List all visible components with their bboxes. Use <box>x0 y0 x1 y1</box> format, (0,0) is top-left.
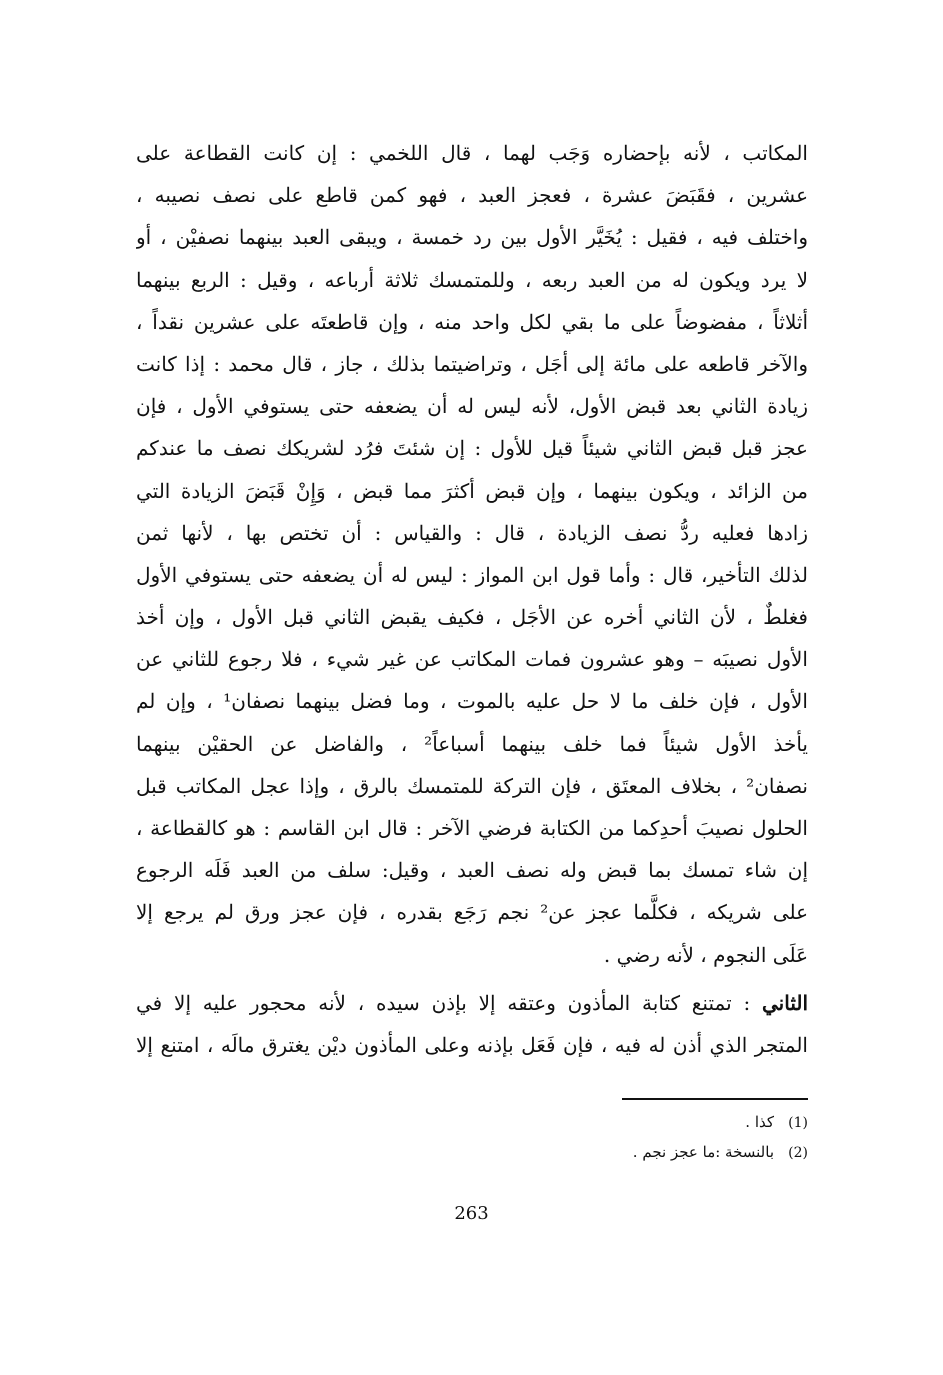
text-line-1: المكاتب ، لأنه بإحضاره وَجَب لهما ، قال اللخمي : إن كانت القطاعة على <box>136 141 808 165</box>
footnote-1 <box>400 1107 808 1137</box>
footnote-number: (1) <box>788 1115 808 1131</box>
text-line-4: لا يرد ويكون له من العبد ربعه ، وللمتمسك ثلاثة أرباعه ، وقيل : الربع بينهما <box>136 267 808 292</box>
text-line-9: من الزائد ، ويكون بينهما ، وإن قبض أكثرَ مما قبض ، وَإِنْ قَبَضَ الزيادة التي <box>136 478 808 503</box>
text-line-7: زيادة الثاني بعد قبض الأول، لأنه ليس له أن يضعفه حتى يستوفي الأول ، فإن <box>136 394 808 419</box>
text-line-2: عشرين ، فقَبَضَ عشرة ، فعجز العبد ، فهو كمن قاطع على نصف نصيبه ، <box>136 183 808 208</box>
footnote-text: بالنسخة :ما عجز نجم . <box>632 1143 774 1161</box>
paragraph-2-line-1 <box>136 982 808 1024</box>
text-line-6: والآخر قاطعه على مائة إلى أجَل ، وتراضيتما بذلك ، جاز ، قال محمد : إذا كانت <box>136 351 808 376</box>
text-line-17: الحلول نصيبَ أحدِكما من الكتابة فرضي الآخر : قال ابن القاسم : هو كالقطاعة ، <box>136 816 808 840</box>
footnote-2 <box>400 1137 808 1167</box>
footnote-number: (2) <box>788 1145 808 1161</box>
page-number: 263 <box>454 1203 489 1224</box>
paragraph-2-line-1-text: : تمتنع كتابة المأذون وعتقه إلا بإذن سيده ، لأنه محجور عليه إلا في <box>136 990 762 1015</box>
text-line-16: نصفان² ، بخلاف المعتَق ، فإن التركة للمتمسك بالرق ، وإذا عجل المكاتب قبل <box>136 773 808 798</box>
text-line-10: زادها فعليه ردُّ نصف الزيادة ، قال : والقياس : أن تختص بها ، لأنها ثمن <box>136 520 808 545</box>
text-line-15: يأخذ الأول شيئاً فما خلف بينهما أسباعاً² ، والفاضل عن الحقيْن بينهما <box>136 731 808 756</box>
footnotes <box>400 1107 808 1167</box>
paragraph-2-lead: الثاني <box>761 990 808 1015</box>
text-line-12: فغلطٌ ، لأن الثاني أخره عن الأجَل ، فكيف يقبض الثاني قبل الأول ، وإن أخذ <box>136 605 808 630</box>
text-line-18: إن شاء تمسك بما قبض وله نصف العبد ، وقيل: سلف من العبد فَلَه الرجوع <box>136 858 808 883</box>
text-line-13: الأول نصيبَه – وهو عشرون فمات المكاتب عن غير شيء ، فلا رجوع للثاني عن <box>136 647 808 672</box>
text-line-20: عَلَى النجوم ، لأنه رضي . <box>603 942 808 967</box>
text-line-11: لذلك التأخير، قال : وأما قول ابن المواز : ليس له أن يضعفه حتى يستوفي الأول <box>136 562 808 587</box>
text-line-14: الأول ، فإن خلف ما لا حل عليه بالموت ، وما فضل بينهما نصفان¹ ، وإن لم <box>136 689 808 714</box>
text-line-19: على شريكه ، فكلَّما عجز عن² نجم رَجَع بقدره ، فإن عجز ورق لم يرجع إلا <box>136 900 808 925</box>
paragraph-2-line-2: المتجر الذي أذن له فيه ، فإن فَعَل بإذنه وعلى المأذون ديْن يغترق مالَه ، امتنع إلا <box>136 1032 808 1057</box>
text-line-3: واختلف فيه ، فقيل : يُخَيَّر الأول بين رد خمسة ، ويبقى العبد بينهما نصفيْن ، أو <box>136 225 808 250</box>
text-line-8: عجز قبل قبض الثاني شيئاً قيل للأول : إن شئتَ فرُد لشريكك نصف ما عندكم <box>136 436 808 461</box>
text-line-5: أثلاثاً ، مفضوضاً على ما بقي لكل واحد منه ، وإن قاطعتَه على عشرين نقداً ، <box>136 309 808 334</box>
footnote-text: كذا . <box>745 1113 774 1131</box>
footnote-separator <box>622 1098 808 1100</box>
main-text <box>136 132 808 1066</box>
